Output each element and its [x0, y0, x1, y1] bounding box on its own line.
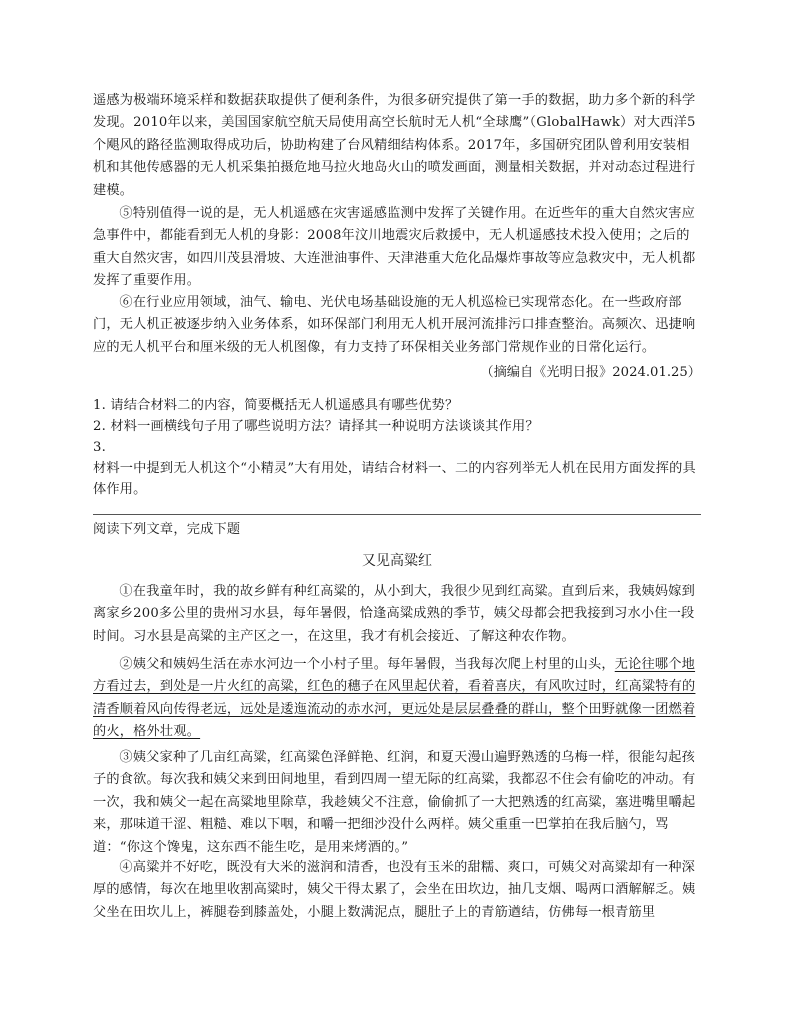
paragraph-2-plain: ②姨父和姨妈生活在赤水河边一个小村子里。每年暑假，当我每次爬上村里的山头，: [119, 657, 615, 672]
article-title: 又见高粱红: [362, 553, 432, 569]
underlined-sentence: 无论往哪个地方看过去，到处是一片火红的高粱，红色的穗子在风里起伏着，看着喜庆，有风吹过时，红高粱特有的清香顺着风向传得老远，远处是逶迤流动的赤水河，更远处是层层叠叠的群山，整个田野就像一团燃着的火，格外壮观。: [93, 657, 696, 740]
question-3: 材料一中提到无人机这个“小精灵”大有用处，请结合材料一、二的内容列举无人机在民用方面发挥的具体作用。: [93, 461, 696, 497]
paragraph-text: ③姨父家种了几亩红高粱，红高粱色泽鲜艳、红润，和夏天漫山遍野熟透的乌梅一样，很能勾起孩子的食欲。每次我和姨父来到田间地里，看到四周一望无际的红高粱，我都忍不住会有偷吃的冲动。有一次，我和姨父一起在高粱地里除草，我趁姨父不注意，偷偷抓了一大把熟透的红高粱，塞进嘴里嚼起来，那味道干涩、粗糙、难以下咽，和嚼一把细沙没什么两样。姨父重重一巴掌拍在我后脑勺，骂道：“你这个馋鬼，这东西不能生吃，是用来烤酒的。”: [93, 750, 696, 855]
section-divider: [93, 514, 701, 515]
question-2: 2. 材料一画横线句子用了哪些说明方法？请择其一种说明方法谈谈其作用？: [93, 419, 539, 434]
source-citation: （摘编自《光明日报》2024.01.25）: [480, 365, 701, 380]
question-1: 1. 请结合材料二的内容，简要概括无人机遥感具有哪些优势？: [93, 398, 459, 413]
paragraph-text: [93, 654, 701, 744]
paragraph-text: ①在我童年时，我的故乡鲜有种红高粱的，从小到大，我很少见到红高粱。直到后来，我姨妈嫁到离家乡200多公里的贵州习水县，每年暑假，恰逢高粱成熟的季节，姨父母都会把我接到习水小住一段时间。习水县是高粱的主产区之一，在这里，我才有机会接近、了解这种农作物。: [93, 584, 696, 644]
paragraph-text: 遥感为极端环境采样和数据获取提供了便利条件，为很多研究提供了第一手的数据，助力多个新的科学发现。2010年以来，美国国家航空航天局使用高空长航时无人机“全球鹰”（GlobalHawk）对大西洋5个飓风的路径监测取得成功后，协助构建了台风精细结构体系。2017年，多国研究团队曾利用安装相机和其他传感器的无人机采集拍摄危地马拉火地岛火山的喷发画面，测量相关数据，并对动态过程进行建模。: [93, 93, 696, 198]
material-one-paragraph-6: [93, 292, 701, 359]
material-one-paragraph-5: [93, 203, 701, 293]
questions-list: [93, 395, 701, 500]
question-3-number: 3.: [93, 440, 106, 455]
paragraph-text: ④高粱并不好吃，既没有大米的滋润和清香，也没有玉米的甜糯、爽口，可姨父对高粱却有一种深厚的感情，每次在地里收割高粱时，姨父干得太累了，会坐在田坎边，抽几支烟、喝两口酒解解乏。姨父坐在田坎儿上，裤腿卷到膝盖处，小腿上数满泥点，腿肚子上的青筋遒结，仿佛每一根青筋里: [93, 860, 696, 920]
reading-instruction: 阅读下列文章，完成下题: [93, 522, 241, 537]
paragraph-text: ⑤特别值得一说的是，无人机遥感在灾害遥感监测中发挥了关键作用。在近些年的重大自然灾害应急事件中，都能看到无人机的身影：2008年汶川地震灾后救援中，无人机遥感技术投入使用；之后的重大自然灾害，如四川茂县滑坡、大连泄油事件、天津港重大危化品爆炸事故等应急救灾中，无人机都发挥了重要作用。: [93, 206, 696, 289]
paragraph-text: ⑥在行业应用领域，油气、输电、光伏电场基础设施的无人机巡检已实现常态化。在一些政府部门，无人机正被逐步纳入业务体系，如环保部门利用无人机开展河流排污口排查整治。高频次、迅捷响应的无人机平台和厘米级的无人机图像，有力支持了环保相关业务部门常规作业的日常化运行。: [93, 295, 696, 355]
article-paragraph-3: [93, 747, 701, 859]
material-one-paragraph-top: [93, 90, 701, 202]
article-paragraph-2: [93, 654, 701, 744]
article-paragraph-4: [93, 857, 701, 924]
article-paragraph-1: [93, 581, 701, 648]
